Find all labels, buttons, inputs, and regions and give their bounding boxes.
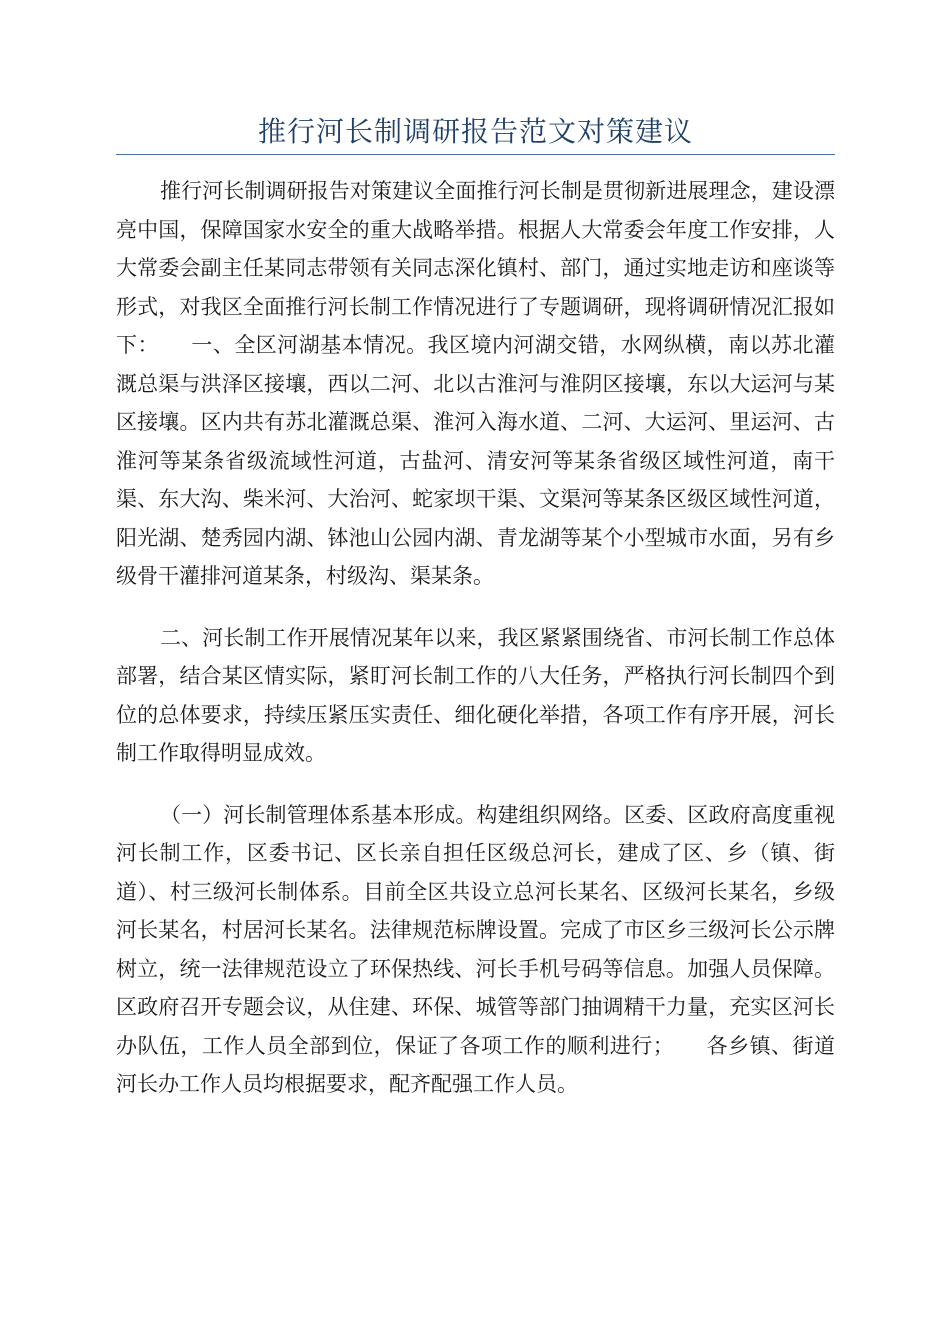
paragraph-section-two: 二、河长制工作开展情况某年以来，我区紧紧围绕省、市河长制工作总体部署，结合某区情实际，紧盯河长制工作的八大任务，严格执行河长制四个到位的总体要求，持续压紧压实责任、细化硬化举措，各项工作有序开展，河长制工作取得明显成效。 <box>116 625 835 765</box>
document-body <box>116 172 835 1127</box>
paragraph-intro: 推行河长制调研报告对策建议全面推行河长制是贯彻新进展理念，建设漂亮中国，保障国家水安全的重大战略举措。根据人大常委会年度工作安排，人大常委会副主任某同志带领有关同志深化镇村、部门，通过实地走访和座谈等形式，对我区全面推行河长制工作情况进行了专题调研，现将调研情况汇报如下： 一、全区河湖基本情况。我区境内河湖交错，水网纵横，南以苏北灌溉总渠与洪泽区接壤，西以二河、北以古淮河与淮阴区接壤，东以大运河与某区接壤。区内共有苏北灌溉总渠、淮河入海水道、二河、大运河、里运河、古淮河等某条省级流域性河道，古盐河、清安河等某条省级区域性河道，南干渠、东大沟、柴米河、大治河、蛇家坝干渠、文渠河等某条区级区域性河道，阳光湖、楚秀园内湖、钵池山公园内湖、青龙湖等某个小型城市水面，另有乡级骨干灌排河道某条，村级沟、渠某条。 <box>116 179 835 588</box>
paragraph-subsection-one: （一）河长制管理体系基本形成。构建组织网络。区委、区政府高度重视河长制工作，区委书记、区长亲自担任区级总河长，建成了区、乡（镇、街道）、村三级河长制体系。目前全区共设立总河长某名、区级河长某名，乡级河长某名，村居河长某名。法律规范标牌设置。完成了市区乡三级河长公示牌树立，统一法律规范设立了环保热线、河长手机号码等信息。加强人员保障。区政府召开专题会议，从住建、环保、城管等部门抽调精干力量，充实区河长办队伍，工作人员全部到位，保证了各项工作的顺利进行； 各乡镇、街道河长办工作人员均根据要求，配齐配强工作人员。 <box>116 802 835 1096</box>
document-title: 推行河长制调研报告范文对策建议 <box>257 115 693 148</box>
title-underline <box>116 154 835 155</box>
